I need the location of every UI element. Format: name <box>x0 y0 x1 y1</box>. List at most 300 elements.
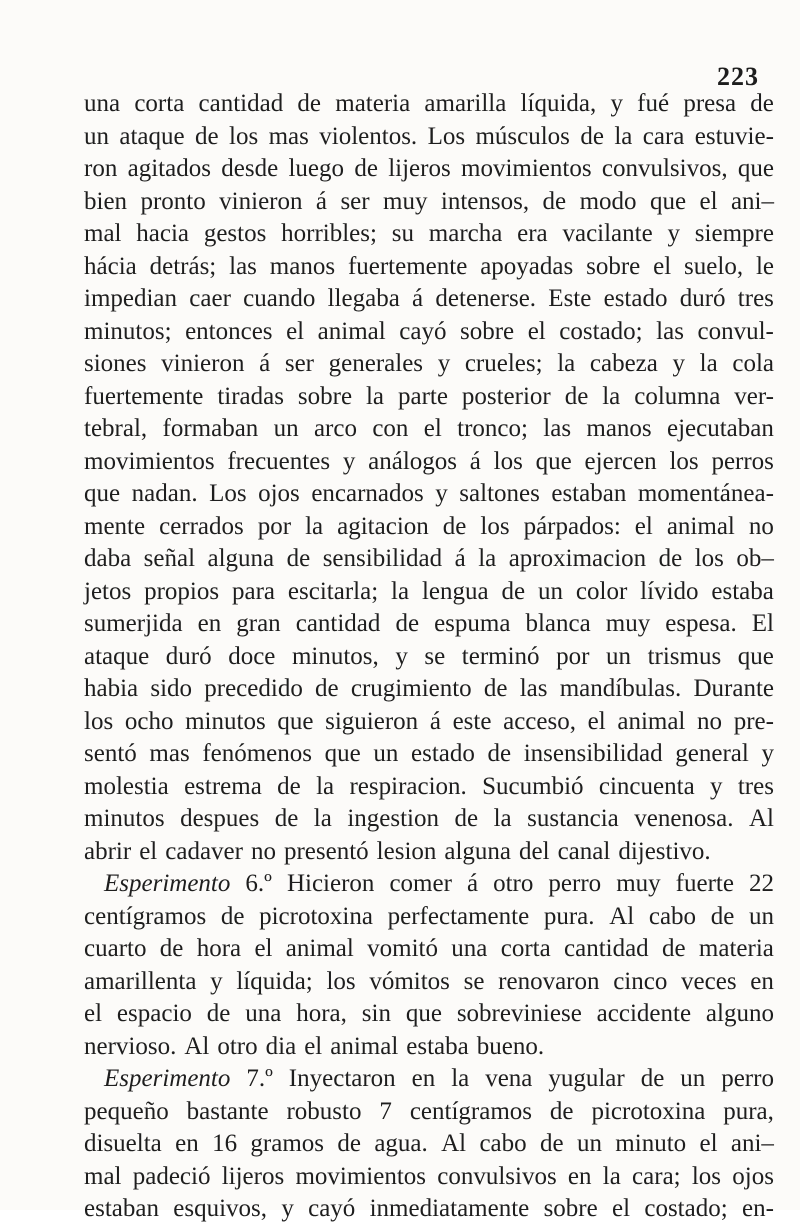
word: cabeza <box>589 350 658 377</box>
word: de <box>540 1130 564 1157</box>
text-line <box>84 998 774 1031</box>
word: Esperimento <box>104 1065 231 1092</box>
word: sido <box>150 675 193 702</box>
word: la <box>313 805 332 832</box>
word: hácia <box>84 252 137 280</box>
word: doce <box>228 642 276 670</box>
word: su <box>391 220 414 247</box>
word: de <box>750 90 774 117</box>
word: una <box>245 1000 282 1027</box>
word: la <box>451 1065 470 1092</box>
word: sobre <box>297 382 353 410</box>
word: los <box>480 512 510 540</box>
word: color <box>575 577 628 605</box>
word: de <box>710 902 735 930</box>
word: muy <box>383 187 428 215</box>
word: estaba <box>406 1032 469 1060</box>
word: perro <box>721 1065 774 1092</box>
word: tres <box>737 772 774 800</box>
word: Al <box>184 1032 210 1060</box>
word: lívido <box>640 577 699 605</box>
word: el <box>423 415 442 442</box>
word: que <box>737 642 774 670</box>
word: perros <box>711 447 774 475</box>
word: cantidad <box>198 90 284 117</box>
word: por <box>257 512 292 540</box>
word: tres <box>737 285 774 312</box>
word: alguna <box>207 545 275 572</box>
word: señal <box>143 545 196 572</box>
word: estrema <box>184 772 262 800</box>
word: minutos, <box>291 642 379 670</box>
word: perfectamente <box>387 902 530 930</box>
word: siempre <box>694 220 774 247</box>
word: muy <box>616 870 661 897</box>
word: alguno <box>705 1000 774 1027</box>
word: un <box>606 642 632 670</box>
word: abrir <box>84 837 132 865</box>
word: el <box>304 1032 323 1060</box>
text-line <box>84 836 774 869</box>
word: de <box>483 675 508 702</box>
word: cara; <box>632 1162 681 1190</box>
word: que <box>324 740 361 767</box>
word: de <box>580 122 604 150</box>
word: bueno. <box>476 1032 545 1060</box>
word: que <box>405 1000 442 1027</box>
word: Inyectaron <box>288 1065 396 1092</box>
word: Sucumbió <box>482 772 584 800</box>
word: los <box>493 447 523 475</box>
word: horribles; <box>281 220 377 247</box>
word: frecuentes <box>227 447 331 475</box>
word: el <box>612 1195 631 1222</box>
word: en <box>411 1065 436 1092</box>
word: presentó <box>283 837 369 865</box>
word: saltones <box>459 480 540 507</box>
word: Los <box>427 122 466 150</box>
word: un <box>373 740 399 767</box>
text-line <box>84 1161 774 1194</box>
word: gestos <box>203 220 267 247</box>
word: violentos. <box>319 122 418 150</box>
word: de <box>564 382 589 410</box>
word: espacio <box>116 1000 192 1027</box>
word: ob– <box>736 545 774 572</box>
word: el <box>84 1000 103 1027</box>
word: mandíbulas. <box>559 675 682 702</box>
word: venenosa. <box>634 805 734 832</box>
word: ojos <box>258 480 300 507</box>
word: centígramos <box>409 1097 532 1125</box>
word: ocho <box>124 707 174 735</box>
word: centígramos <box>84 902 207 930</box>
word: perro <box>548 870 602 897</box>
word: de <box>354 155 378 182</box>
word: las <box>656 317 684 345</box>
word: de <box>286 545 311 572</box>
word: crugimiento <box>350 675 472 702</box>
word: entonces <box>185 317 273 345</box>
word: fuertemente <box>347 252 468 280</box>
word: manos <box>586 415 652 442</box>
word: suelo, <box>684 252 744 280</box>
word: amarilla <box>424 90 507 117</box>
word: las <box>519 675 548 702</box>
word: hacia <box>136 220 190 247</box>
word: precedido <box>204 675 303 702</box>
word: el <box>699 187 718 215</box>
word: animal <box>330 1032 399 1060</box>
word: dijestivo. <box>618 837 711 865</box>
word: y <box>281 1195 294 1222</box>
text-line <box>84 1031 774 1064</box>
word: llegaba <box>327 285 400 312</box>
word: y <box>710 772 723 800</box>
word: materia <box>335 90 411 117</box>
word: siguieron <box>325 707 419 735</box>
word: de <box>658 545 683 572</box>
word: y <box>210 967 223 995</box>
word: le <box>755 252 774 280</box>
word: posterior <box>461 382 551 410</box>
word: accidente <box>596 1000 692 1027</box>
word: la <box>365 382 385 410</box>
word: bastante <box>186 1097 269 1125</box>
word: animal <box>666 512 735 540</box>
word: manos <box>269 252 336 280</box>
word: de <box>297 90 322 117</box>
text-line <box>84 673 774 706</box>
word: 7 <box>379 1097 392 1125</box>
word: y <box>761 740 774 767</box>
word: disuelta <box>84 1130 162 1157</box>
word: el <box>653 252 672 280</box>
word: estaban <box>84 1195 159 1222</box>
word: trismus <box>647 642 722 670</box>
text-line <box>84 966 774 999</box>
word: sumerjida <box>84 610 183 637</box>
word: sobre <box>460 317 515 345</box>
word: blanca <box>525 610 591 637</box>
word: del <box>519 837 550 865</box>
text-line <box>84 641 774 674</box>
word: el <box>139 837 158 865</box>
word: aproximacion <box>508 545 647 572</box>
word: daba <box>84 545 132 572</box>
word: lengua <box>421 577 489 605</box>
text-line <box>84 283 774 316</box>
word: la <box>602 1162 621 1190</box>
word: gran <box>236 610 281 637</box>
word: cabo <box>479 1130 527 1157</box>
word: comer <box>389 870 452 897</box>
word: jetos <box>84 577 132 605</box>
text-line <box>84 88 774 121</box>
word: ataque <box>84 642 150 670</box>
word: Hicieron <box>286 870 375 897</box>
word: no <box>748 512 774 540</box>
word: estaban <box>551 480 627 507</box>
word: este <box>452 707 492 735</box>
word: de <box>640 1065 665 1092</box>
word: animal <box>285 935 354 962</box>
word: á <box>315 187 328 215</box>
text-line <box>84 543 774 576</box>
word: 16 <box>212 1130 238 1157</box>
word: se <box>424 642 446 670</box>
word: duró <box>165 642 212 670</box>
word: formaban <box>162 415 259 442</box>
word: estado <box>411 740 475 767</box>
word: y <box>672 350 686 377</box>
word: y <box>437 350 451 377</box>
word: Al <box>749 805 774 832</box>
word: de <box>395 610 420 637</box>
word: fenómenos <box>202 740 313 767</box>
word: costado; <box>559 317 643 345</box>
word: amarillenta <box>84 967 197 995</box>
word: una <box>84 90 121 117</box>
word: que <box>277 707 314 735</box>
word: cincuenta <box>598 772 695 800</box>
word: animal <box>317 317 386 345</box>
word: en <box>175 1130 199 1157</box>
word: ani– <box>730 187 774 215</box>
word: apoyadas <box>480 252 574 280</box>
word: picrotoxina <box>259 902 373 930</box>
word: estaba <box>711 577 774 605</box>
text-line <box>84 478 774 511</box>
word: bien <box>84 187 128 215</box>
text-line <box>84 706 774 739</box>
word: ojos <box>732 1162 774 1190</box>
word: modo <box>579 187 637 215</box>
word: de <box>274 805 299 832</box>
word: la <box>316 772 335 800</box>
word: alguna <box>444 837 512 865</box>
word: tiradas <box>217 382 284 410</box>
word: inmediatamente <box>369 1195 530 1222</box>
word: análogos <box>368 447 457 475</box>
word: mas <box>268 122 309 150</box>
text-line <box>84 1096 774 1129</box>
word: Los <box>209 480 247 507</box>
text-line <box>84 121 774 154</box>
word: era <box>517 220 548 247</box>
word: otro <box>493 870 534 897</box>
word: cinco <box>613 967 668 995</box>
word: lijeros <box>388 155 451 182</box>
word: los <box>326 967 356 995</box>
word: dia <box>265 1032 297 1060</box>
word: un <box>273 415 299 442</box>
word: de <box>159 935 184 962</box>
word: las <box>229 252 257 280</box>
word: el <box>634 512 653 540</box>
word: vena <box>485 1065 533 1092</box>
word: cuando <box>243 285 316 312</box>
word: pequeño <box>84 1097 169 1125</box>
word: los <box>84 707 114 735</box>
word: intensos, <box>440 187 530 215</box>
word: en <box>567 1162 592 1190</box>
word: estuvie- <box>694 122 774 150</box>
word: el <box>527 317 546 345</box>
word: músculos <box>475 122 570 150</box>
word: Durante <box>693 675 774 702</box>
word: robusto <box>286 1097 362 1125</box>
word: habia <box>84 675 139 702</box>
word: que <box>649 187 687 215</box>
word: cayó <box>308 1195 356 1222</box>
word: pre- <box>733 707 774 735</box>
word: la <box>305 512 324 540</box>
word: hora <box>196 935 242 962</box>
word: propios <box>144 577 220 605</box>
text-line <box>84 218 774 251</box>
body-text <box>84 88 774 1226</box>
word: despues <box>180 805 260 832</box>
word: se <box>463 967 485 995</box>
text-line <box>84 868 774 901</box>
word: y <box>395 642 408 670</box>
word: convulsivos <box>437 1162 557 1190</box>
word: líquida, <box>520 90 597 117</box>
word: animal <box>617 707 686 735</box>
word: marcha <box>428 220 503 247</box>
word: á <box>259 350 271 377</box>
word: gramos <box>250 1130 325 1157</box>
word: cerrados <box>159 512 244 540</box>
word: pura. <box>543 902 595 930</box>
word: sobre <box>586 252 641 280</box>
word: cadaver <box>165 837 243 865</box>
word: muy <box>605 610 651 637</box>
word: de <box>206 1000 231 1027</box>
word: de <box>442 512 467 540</box>
text-line <box>84 608 774 641</box>
word: detenerse. <box>435 285 537 312</box>
word: 7.º <box>246 1065 273 1092</box>
word: veces <box>681 967 737 995</box>
word: un <box>576 1130 602 1157</box>
word: ver- <box>734 382 774 410</box>
word: 6.º <box>245 870 272 897</box>
word: 22 <box>749 870 774 897</box>
text-line <box>84 446 774 479</box>
text-line <box>84 933 774 966</box>
word: movimientos <box>461 155 592 182</box>
word: minuto <box>615 1130 687 1157</box>
word: un <box>680 1065 706 1092</box>
word: minutos <box>84 805 165 832</box>
word: en <box>197 610 222 637</box>
text-line <box>84 153 774 186</box>
word: corta <box>134 90 185 117</box>
word: de <box>315 675 339 702</box>
text-line <box>84 511 774 544</box>
word: espuma <box>434 610 511 637</box>
word: duró <box>679 285 726 312</box>
word: y <box>342 447 356 475</box>
text-line <box>84 413 774 446</box>
word: materia <box>698 935 774 962</box>
word: la <box>493 805 512 832</box>
word: movimientos <box>295 1162 426 1190</box>
word: que <box>84 480 121 507</box>
word: cantidad <box>295 610 381 637</box>
word: desde <box>221 155 279 182</box>
text-line <box>84 738 774 771</box>
word: minutos <box>185 707 266 735</box>
word: otro <box>217 1032 258 1060</box>
word: á <box>454 545 466 572</box>
word: en- <box>741 1195 774 1222</box>
word: sobreviniese <box>456 1000 582 1027</box>
word: arco <box>313 415 357 442</box>
word: mal <box>84 1162 122 1190</box>
word: vacilante <box>562 220 653 247</box>
word: la <box>557 350 576 377</box>
word: que <box>535 447 572 475</box>
word: minutos; <box>84 317 172 345</box>
word: insensibilidad <box>523 740 663 767</box>
word: generales <box>328 350 424 377</box>
word: Al <box>609 902 635 930</box>
word: ejecutaban <box>667 415 774 442</box>
word: Al <box>441 1130 467 1157</box>
word: á <box>412 285 424 312</box>
word: un <box>748 902 774 930</box>
word: no <box>250 837 276 865</box>
word: de <box>501 577 526 605</box>
word: mal <box>84 220 122 247</box>
word: los <box>229 122 259 150</box>
word: respiracion. <box>349 772 467 800</box>
word: de <box>195 122 219 150</box>
word: y <box>610 90 623 117</box>
word: lijeros <box>221 1162 285 1190</box>
word: Este <box>548 285 592 312</box>
word: vomitó <box>367 935 438 962</box>
word: y <box>667 220 680 247</box>
word: de <box>220 902 245 930</box>
word: que <box>737 155 774 182</box>
word: agitacion <box>337 512 429 540</box>
word: en <box>750 967 774 995</box>
word: convulsivos, <box>601 155 728 182</box>
text-line <box>84 803 774 836</box>
word: canal <box>557 837 611 865</box>
word: agitados <box>127 155 211 182</box>
word: á <box>429 707 441 735</box>
word: fuertemente <box>84 382 204 410</box>
word: de <box>454 805 479 832</box>
word: vinieron <box>219 187 303 215</box>
word: de <box>549 1097 574 1125</box>
text-line <box>84 316 774 349</box>
word: de <box>542 187 567 215</box>
word: El <box>751 610 774 637</box>
word: los <box>694 545 724 572</box>
word: ingestion <box>347 805 439 832</box>
text-line <box>84 576 774 609</box>
word: los <box>691 1162 722 1190</box>
word: nervioso. <box>84 1032 177 1060</box>
word: pura, <box>723 1097 774 1125</box>
word: siones <box>84 350 147 377</box>
